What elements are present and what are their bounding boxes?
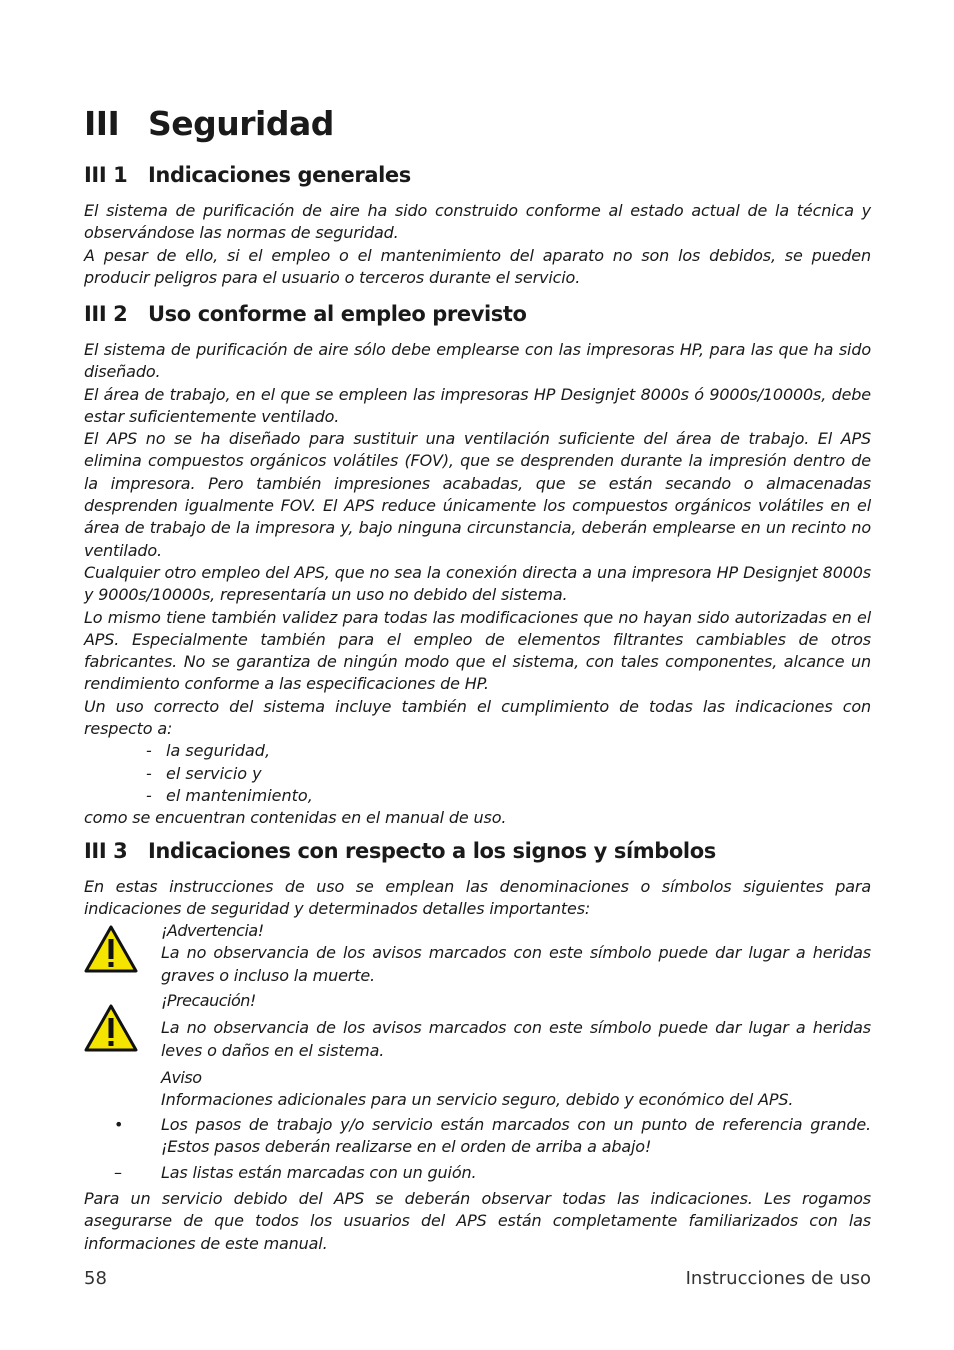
section-number-2: III 2 xyxy=(84,302,128,326)
document-title: Instrucciones de uso xyxy=(685,1268,871,1289)
dash-marker: – xyxy=(114,1163,122,1182)
list-item: - la seguridad, xyxy=(146,741,271,761)
chapter-number: III xyxy=(84,104,120,143)
notice-text xyxy=(161,1067,871,1112)
paragraph: como se encuentran contenidas en el manual de uso. xyxy=(84,808,507,828)
section-title-3: Indicaciones con respecto a los signos y símbolos xyxy=(148,839,716,863)
warning-text xyxy=(161,920,871,987)
list-item: - el servicio y xyxy=(146,763,262,783)
bullet-text-wrap xyxy=(161,1114,871,1159)
paragraph: Un uso correcto del sistema incluye también el cumplimiento de todas las indicaciones con respecto a: xyxy=(84,696,871,739)
page-number: 58 xyxy=(84,1268,107,1289)
paragraph: El área de trabajo, en el que se empleen las impresoras HP Designjet 8000s ó 9000s/10000s, debe estar suficientemente ventilado. xyxy=(84,384,871,426)
caution-description: La no observancia de los avisos marcados con este símbolo puede dar lugar a heridas leves o daños en el sistema. xyxy=(161,1018,871,1060)
paragraph: El APS no se ha diseñado para sustituir una ventilación suficiente del área de trabajo. El APS elimina compuestos orgánicos volátiles (FOV), que se desprenden durante la impresión dentro de la impresora. Pero también impresiones acabadas, que se están secando o almacenadas desprenden igualmente FOV. El APS reduce únicamente los compuestos orgánicos volátiles en el área de trabajo de la impresora y, bajo ninguna circunstancia, deberán emplearse en un recinto no ventilado. xyxy=(84,429,871,560)
section-number-3: III 3 xyxy=(84,839,128,863)
caution-title: ¡Precaución! xyxy=(161,991,256,1010)
bullet-marker: • xyxy=(114,1115,124,1134)
paragraph: Cualquier otro empleo del APS, que no sea la conexión directa a una impresora HP Designjet 8000s y 9000s/10000s, representaría un uso no debido del sistema. xyxy=(84,562,871,605)
paragraph: En estas instrucciones de uso se emplean las denominaciones o símbolos siguientes para indicaciones de seguridad y determinados detalles importantes: xyxy=(84,877,871,919)
bullet-text: Los pasos de trabajo y/o servicio están marcados con un punto de referencia grande. ¡Estos pasos deberán realizarse en el orden de arriba a abajo! xyxy=(161,1115,871,1157)
section-body-1 xyxy=(84,200,871,289)
section-title-1: Indicaciones generales xyxy=(148,163,411,187)
paragraph: El sistema de purificación de aire sólo debe emplearse con las impresoras HP, para las que ha sido diseñado. xyxy=(84,340,871,382)
paragraph: A pesar de ello, si el empleo o el mantenimiento del aparato no son los debidos, se pueden producir peligros para el usuario o terceros durante el servicio. xyxy=(84,245,871,287)
section-title-2: Uso conforme al empleo previsto xyxy=(148,302,527,326)
caution-triangle-icon xyxy=(84,1003,138,1053)
dash-text-wrap xyxy=(161,1162,871,1184)
paragraph: Para un servicio debido del APS se deberán observar todas las indicaciones. Les rogamos asegurarse de que todos los usuarios del APS están completamente familiarizados con las informaciones de este manual. xyxy=(84,1189,871,1253)
list-item: - el mantenimiento, xyxy=(146,785,313,805)
paragraph: Lo mismo tiene también validez para todas las modificaciones que no hayan sido autorizadas en el APS. Especialmente también para el empleo de elementos filtrantes cambiables de otros fabricantes. No se garantiza de ningún modo que el sistema, con tales componentes, alcance un rendimiento conforme a las especificaciones de HP. xyxy=(84,607,871,694)
warning-triangle-icon xyxy=(84,924,138,974)
section-heading-2 xyxy=(84,300,527,328)
section-heading-1 xyxy=(84,161,411,189)
notice-description: Informaciones adicionales para un servicio seguro, debido y económico del APS. xyxy=(161,1090,794,1110)
notice-title: Aviso xyxy=(161,1068,202,1087)
section-heading-3 xyxy=(84,837,716,865)
section-number-1: III 1 xyxy=(84,163,128,187)
dash-list xyxy=(84,740,871,807)
warning-description: La no observancia de los avisos marcados con este símbolo puede dar lugar a heridas graves o incluso la muerte. xyxy=(161,943,871,985)
caution-text xyxy=(161,990,871,1062)
chapter-title-text: Seguridad xyxy=(148,104,334,143)
warning-title: ¡Advertencia! xyxy=(161,921,264,940)
chapter-title xyxy=(84,102,334,146)
paragraph: El sistema de purificación de aire ha sido construido conforme al estado actual de la técnica y observándose las normas de seguridad. xyxy=(84,201,871,243)
section-intro-3 xyxy=(84,876,871,921)
dash-text: Las listas están marcadas con un guión. xyxy=(161,1163,477,1182)
section-body-2 xyxy=(84,339,871,830)
section-closing-3 xyxy=(84,1188,871,1255)
